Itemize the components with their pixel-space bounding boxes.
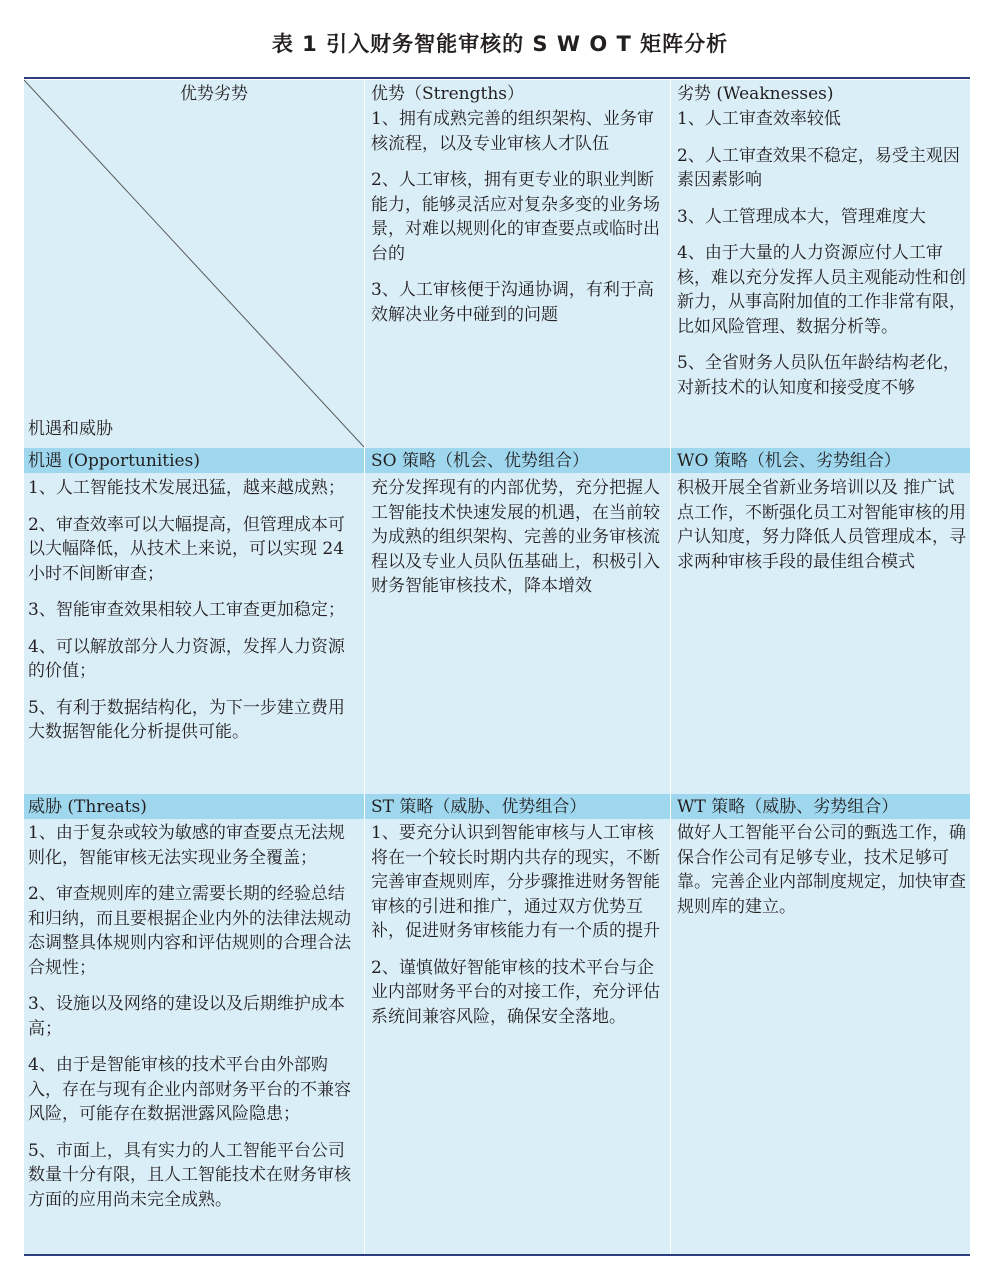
wt-strategy-paragraph: 做好人工智能平台公司的甄选工作，确保合作公司有足够专业，技术足够可靠。完善企业内部制度规定，加快审查规则库的建立。 bbox=[677, 823, 966, 917]
threat-item: 2、审查规则库的建立需要长期的经验总结和归纳，而且要根据企业内外的法律法规动态调整具体规则内容和评估规则的合理合法合规性； bbox=[28, 884, 351, 978]
threat-item: 1、由于复杂或较为敏感的审查要点无法规则化，智能审核无法实现业务全覆盖； bbox=[28, 823, 345, 868]
column-divider bbox=[670, 80, 671, 1255]
column-divider bbox=[364, 80, 365, 1255]
st-strategy-item: 1、要充分认识到智能审核与人工审核将在一个较长时期内共存的现实，不断完善审查规则库，分步骤推进财务智能审核的引进和推广，通过双方优势互补，促进财务审核能力有一个质的提升 bbox=[371, 823, 660, 941]
corner-diagonal bbox=[24, 78, 364, 448]
wo-strategy-text bbox=[677, 476, 969, 586]
bottom-rule bbox=[24, 1254, 970, 1256]
opportunities-list bbox=[28, 476, 358, 757]
opportunities-header: 机遇 (Opportunities) bbox=[28, 451, 200, 471]
weaknesses-list bbox=[677, 107, 969, 412]
so-strategy-text bbox=[371, 476, 663, 611]
opportunity-item: 4、可以解放部分人力资源，发挥人力资源的价值； bbox=[28, 636, 345, 681]
threat-item: 3、设施以及网络的建设以及后期维护成本高； bbox=[28, 994, 345, 1039]
strength-item: 3、人工审核便于沟通协调，有利于高效解决业务中碰到的问题 bbox=[371, 280, 654, 325]
threat-item: 5、市面上，具有实力的人工智能平台公司数量十分有限，且人工智能技术在财务审核方面的应用尚未完全成熟。 bbox=[28, 1140, 351, 1210]
weakness-item: 4、由于大量的人力资源应付人工审核，难以充分发挥人员主观能动性和创新力，从事高附加值的工作非常有限，比如风险管理、数据分析等。 bbox=[677, 243, 966, 337]
weakness-item: 2、人工审查效果不稳定，易受主观因素因素影响 bbox=[677, 145, 960, 190]
weakness-item: 3、人工管理成本大，管理难度大 bbox=[677, 206, 926, 227]
strength-item: 2、人工审核，拥有更专业的职业判断能力，能够灵活应对复杂多变的业务场景，对难以规则化的审查要点或临时出台的 bbox=[371, 170, 660, 264]
so-strategy-header: SO 策略（机会、优势组合） bbox=[371, 451, 589, 471]
weaknesses-header: 劣势 (Weaknesses) bbox=[677, 84, 834, 104]
table-title: 表 1 引入财务智能审核的 S W O T 矩阵分析 bbox=[271, 32, 729, 56]
strength-item: 1、拥有成熟完善的组织架构、业务审核流程，以及专业审核人才队伍 bbox=[371, 109, 654, 154]
opportunity-item: 2、审查效率可以大幅提高，但管理成本可以大幅降低，从技术上来说，可以实现 24 小时不间断审查； bbox=[28, 514, 345, 584]
wo-strategy-paragraph: 积极开展全省新业务培训以及 推广试点工作，不断强化员工对智能审核的用户认知度，努力降低人员管理成本，寻求两种审核手段的最佳组合模式 bbox=[677, 478, 966, 572]
threats-header: 威胁 (Threats) bbox=[28, 797, 147, 817]
wt-strategy-header: WT 策略（威胁、劣势组合） bbox=[677, 797, 899, 817]
threat-item: 4、由于是智能审核的技术平台由外部购入，存在与现有企业内部财务平台的不兼容风险，可能存在数据泄露风险隐患； bbox=[28, 1055, 351, 1124]
strengths-list bbox=[371, 107, 663, 339]
opportunity-item: 3、智能审查效果相较人工审查更加稳定； bbox=[28, 600, 345, 620]
threats-list bbox=[28, 821, 358, 1224]
st-strategy-header: ST 策略（威胁、优势组合） bbox=[371, 797, 587, 817]
opportunity-item: 5、有利于数据结构化，为下一步建立费用大数据智能化分析提供可能。 bbox=[28, 697, 345, 742]
st-strategy-list bbox=[371, 821, 663, 1041]
corner-top-label: 优势劣势 bbox=[180, 84, 248, 104]
wt-strategy-text bbox=[677, 821, 969, 931]
st-strategy-item: 2、谨慎做好智能审核的技术平台与企业内部财务平台的对接工作，充分评估系统间兼容风险，确保安全落地。 bbox=[371, 957, 660, 1027]
opportunity-item: 1、人工智能技术发展迅猛，越来越成熟； bbox=[28, 478, 345, 498]
so-strategy-paragraph: 充分发挥现有的内部优势，充分把握人工智能技术快速发展的机遇，在当前较为成熟的组织架构、完善的业务审核流程以及专业人员队伍基础上，积极引入财务智能审核技术，降本增效 bbox=[371, 478, 660, 596]
weakness-item: 1、人工审查效率较低 bbox=[677, 109, 841, 129]
strengths-header: 优势（Strengths） bbox=[371, 84, 524, 104]
wo-strategy-header: WO 策略（机会、劣势组合） bbox=[677, 451, 901, 471]
corner-bottom-label: 机遇和威胁 bbox=[28, 419, 113, 439]
weakness-item: 5、全省财务人员队伍年龄结构老化，对新技术的认知度和接受度不够 bbox=[677, 353, 960, 398]
